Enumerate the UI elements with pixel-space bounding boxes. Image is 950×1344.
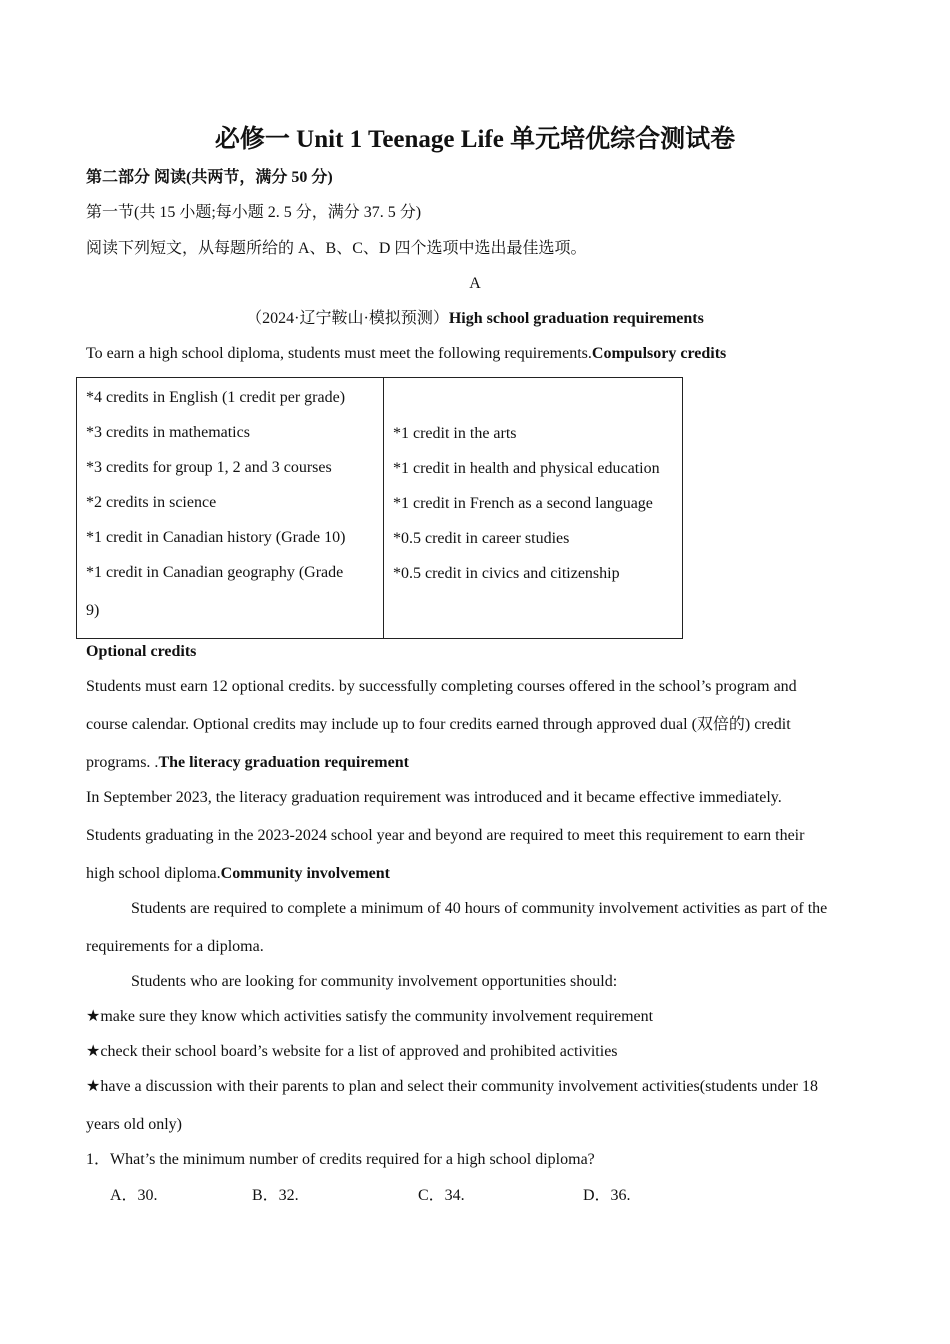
community-para2: Students who are looking for community involvement opportunities should:	[131, 973, 618, 990]
intro-text: To earn a high school diploma, students must meet the following requirements.	[86, 345, 592, 362]
optional-line-2: course calendar. Optional credits may include up to four credits earned through approved dual (双倍的) credit	[86, 716, 791, 733]
bullet-item: ★check their school board’s website for a list of approved and prohibited activities	[86, 1043, 618, 1060]
credit-item: *1 credit in health and physical education	[393, 460, 660, 477]
community-para1-line2: requirements for a diploma.	[86, 938, 264, 955]
passage-letter: A	[469, 275, 481, 292]
question-stem: 1．What’s the minimum number of credits required for a high school diploma?	[86, 1151, 595, 1168]
credit-item: *0.5 credit in career studies	[393, 530, 570, 547]
option-d[interactable]: D．36.	[583, 1187, 631, 1204]
optional-line-1: Students must earn 12 optional credits. by successfully completing courses offered in the school’s program and	[86, 678, 797, 695]
credit-item: *1 credit in Canadian history (Grade 10)	[86, 529, 346, 546]
section-heading: 第一节(共 15 小题;每小题 2. 5 分，满分 37. 5 分)	[86, 204, 422, 221]
credit-item: *4 credits in English (1 credit per grade)	[86, 389, 346, 406]
credit-item: *1 credit in Canadian geography (Grade	[86, 564, 344, 581]
bullet-item-continued: years old only)	[86, 1116, 182, 1133]
intro-line	[86, 343, 726, 365]
bullet-item: ★make sure they know which activities satisfy the community involvement requirement	[86, 1008, 654, 1025]
option-b[interactable]: B．32.	[252, 1187, 299, 1204]
compulsory-left-cell	[77, 378, 384, 639]
community-heading: Community involvement	[220, 865, 390, 882]
credit-item: 9)	[86, 602, 100, 619]
optional-line-3: programs. .The literacy graduation requirement	[86, 754, 409, 771]
optional-heading: Optional credits	[86, 643, 197, 660]
literacy-line-2: Students graduating in the 2023-2024 school year and beyond are required to meet this requirement to earn their	[86, 827, 805, 844]
compulsory-credits-table	[76, 377, 683, 639]
credit-item: *1 credit in the arts	[393, 425, 517, 442]
credit-item: *3 credits in mathematics	[86, 424, 250, 441]
credit-item: *1 credit in French as a second language	[393, 495, 653, 512]
credit-item: *0.5 credit in civics and citizenship	[393, 565, 620, 582]
literacy-heading: The literacy graduation requirement	[158, 754, 409, 771]
credit-item: *2 credits in science	[86, 494, 217, 511]
literacy-line-3: high school diploma.Community involvement	[86, 865, 390, 882]
instruction-text: 阅读下列短文，从每题所给的 A、B、C、D 四个选项中选出最佳选项。	[86, 240, 587, 257]
option-c[interactable]: C．34.	[418, 1187, 465, 1204]
passage-title: High school graduation requirements	[448, 310, 704, 327]
compulsory-heading: Compulsory credits	[591, 345, 727, 362]
compulsory-right-cell	[384, 378, 683, 639]
passage-source: （2024·辽宁鞍山·模拟预测）	[246, 310, 449, 327]
bullet-item: ★have a discussion with their parents to plan and select their community involvement activities(students under 18	[86, 1078, 818, 1095]
literacy-line-1: In September 2023, the literacy graduation requirement was introduced and it became effective immediately.	[86, 789, 782, 806]
page-title: 必修一 Unit 1 Teenage Life 单元培优综合测试卷	[214, 126, 736, 153]
community-para1-line1: Students are required to complete a minimum of 40 hours of community involvement activities as part of the	[131, 900, 828, 917]
credit-item: *3 credits for group 1, 2 and 3 courses	[86, 459, 332, 476]
passage-header	[0, 308, 950, 330]
option-a[interactable]: A．30.	[110, 1187, 158, 1204]
part-heading: 第二部分 阅读(共两节，满分 50 分)	[86, 169, 333, 186]
